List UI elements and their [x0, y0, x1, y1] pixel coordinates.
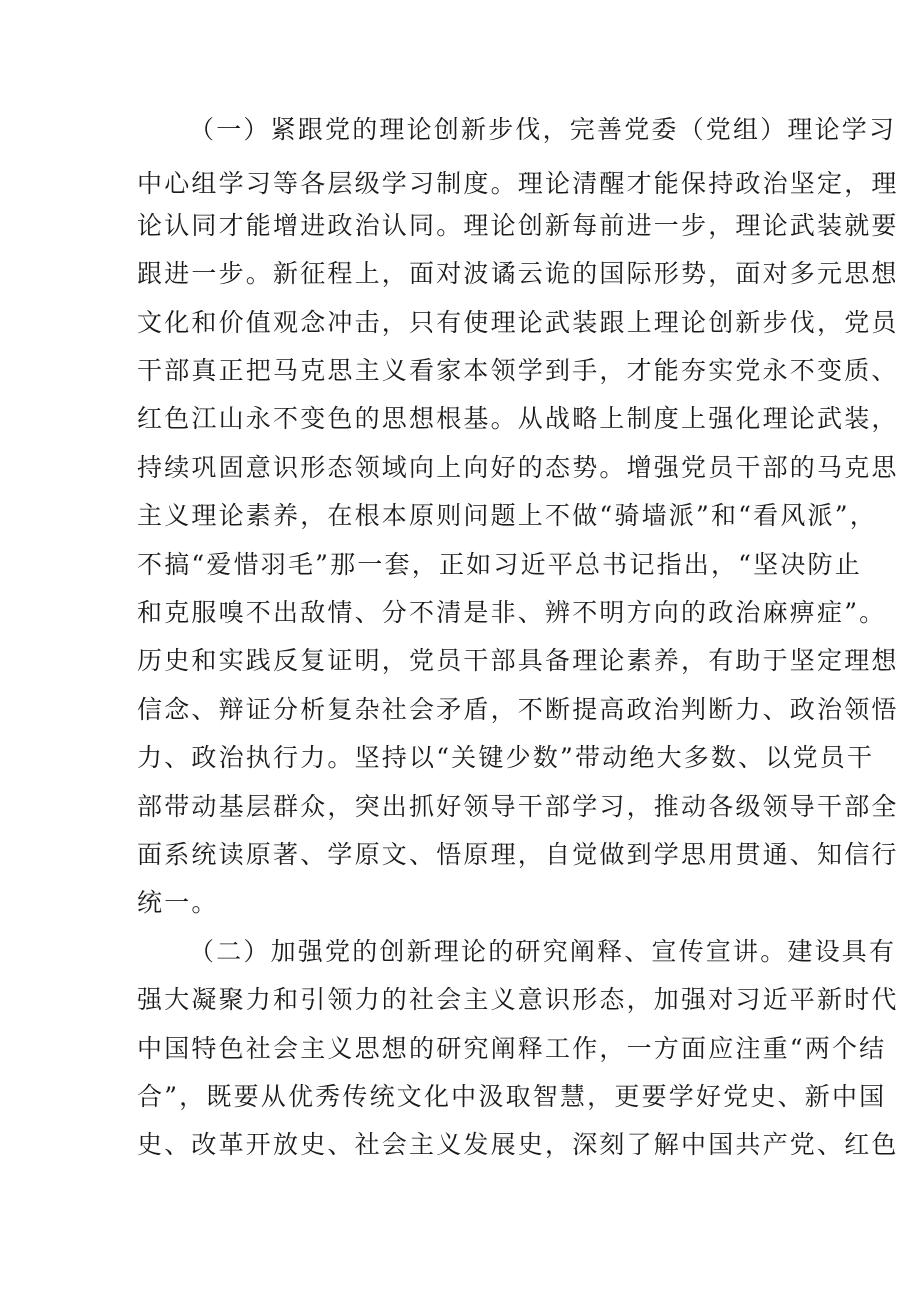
paragraph-1-line-13: 信念、辩证分析复杂社会矛盾，不断提高政治判断力、政治领悟: [137, 695, 899, 724]
paragraph-1-line-14: 力、政治执行力。坚持以“关键少数”带动绝大多数、以党员干: [137, 743, 875, 772]
paragraph-1-line-15: 部带动基层群众，突出抓好领导干部学习，推动各级领导干部全: [137, 792, 899, 821]
paragraph-2-line-5: 史、改革开放史、社会主义发展史，深刻了解中国共产党、红色: [137, 1130, 899, 1159]
paragraph-1-line-17: 统一。: [137, 888, 219, 917]
paragraph-1-line-4: 跟进一步。新征程上，面对波谲云诡的国际形势，面对多元思想: [137, 259, 899, 288]
paragraph-1-line-7: 红色江山永不变色的思想根基。从战略上制度上强化理论武装，: [137, 404, 899, 433]
paragraph-1-line-9: 主义理论素养，在根本原则问题上不做“骑墙派”和“看风派”，: [137, 501, 877, 530]
paragraph-2-line-4: 合”，既要从优秀传统文化中汲取智慧，更要学好党史、新中国: [137, 1082, 887, 1111]
paragraph-1-line-3: 论认同才能增进政治认同。理论创新每前进一步，理论武装就要: [137, 211, 899, 240]
paragraph-1-line-16: 面系统读原著、学原文、悟原理，自觉做到学思用贯通、知信行: [137, 840, 899, 869]
paragraph-1-line-10: 不搞“爱惜羽毛”那一套，正如习近平总书记指出，“坚决防止: [137, 550, 862, 579]
paragraph-2-line-2: 强大凝聚力和引领力的社会主义意识形态，加强对习近平新时代: [137, 985, 899, 1014]
paragraph-1-line-12: 历史和实践反复证明，党员干部具备理论素养，有助于坚定理想: [137, 646, 899, 675]
paragraph-2-line-3: 中国特色社会主义思想的研究阐释工作，一方面应注重“两个结: [137, 1034, 887, 1063]
paragraph-1-line-2: 中心组学习等各层级学习制度。理论清醒才能保持政治坚定，理: [137, 169, 899, 198]
paragraph-1-line-1: （一）紧跟党的理论创新步伐，完善党委（党组）理论学习: [189, 115, 897, 144]
paragraph-1-line-5: 文化和价值观念冲击，只有使理论武装跟上理论创新步伐，党员: [137, 308, 899, 337]
paragraph-1-line-11: 和克服嗅不出敌情、分不清是非、辨不明方向的政治麻痹症”。: [137, 598, 887, 627]
paragraph-1-line-8: 持续巩固意识形态领域向上向好的态势。增强党员干部的马克思: [137, 453, 899, 482]
paragraph-2-line-1: （二）加强党的创新理论的研究阐释、宣传宣讲。建设具有: [189, 937, 897, 966]
paragraph-1-line-6: 干部真正把马克思主义看家本领学到手，才能夯实党永不变质、: [137, 356, 899, 385]
